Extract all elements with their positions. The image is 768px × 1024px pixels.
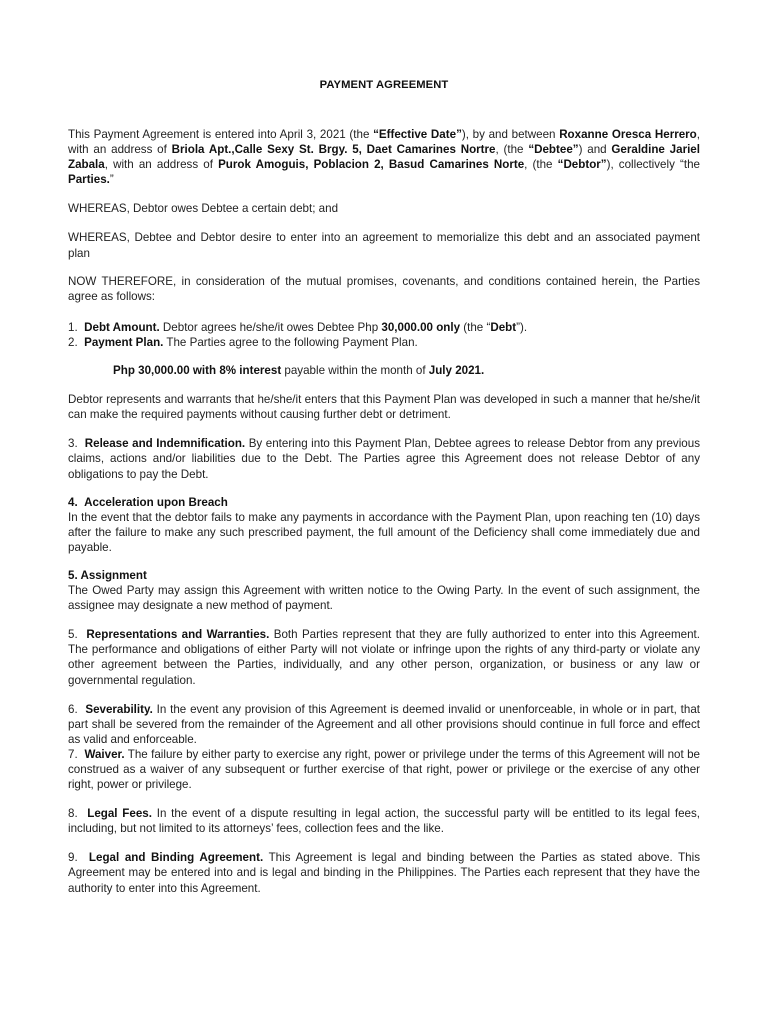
clause-5-assignment: The Owed Party may assign this Agreement with written notice to the Owing Party. In the event of such assignment, the assignee may designate a new method of payment. [68, 584, 700, 613]
now-therefore-clause: NOW THEREFORE, in consideration of the mutual promises, covenants, and conditions contained herein, the Parties agree as follows: [68, 274, 700, 303]
document-body [68, 127, 700, 896]
payment-amount: Php 30,000.00 with 8% interest [113, 364, 282, 378]
payment-text: payable within the month of [281, 364, 429, 378]
intro-text-9: ” [109, 173, 114, 187]
clause-text: In the event of a dispute resulting in legal action, the successful party will be entitled to its legal fees, including, but not limited to its attorneys’ fees, collection fees and the like. [68, 807, 700, 836]
clause-number: 6. [68, 702, 78, 716]
intro-paragraph [68, 127, 700, 187]
intro-text-2: ), by and between [461, 128, 560, 141]
effective-date-term: “Effective Date” [373, 128, 462, 141]
clause-text: (the “ [460, 320, 491, 334]
debtor-name: Geraldine Jariel Zabala [68, 143, 700, 172]
clause-number: 7. [68, 747, 78, 761]
clause-5-representations [68, 627, 700, 687]
debt-term: Debt [490, 320, 517, 334]
clause-number: 3. [68, 437, 78, 451]
clause-9-legal-binding [68, 850, 700, 895]
intro-text-8: ), collectively “the [606, 158, 700, 172]
intro-text-6: , with an address of [104, 158, 219, 172]
whereas-clause-2: WHEREAS, Debtee and Debtor desire to enter into an agreement to memorialize this debt and an associated payment plan [68, 231, 700, 260]
clause-text: Both Parties represent that they are fully authorized to enter into this Agreement. The performance and obligations of either Party will not violate or infringe upon the rights of any third-party or violate any other agreement between the Parties, individually, and any other person, organization, or business or any law or governmental regulation. [68, 628, 700, 687]
clause-5-assignment-heading [68, 568, 700, 583]
clause-2-payment-plan [68, 335, 700, 350]
clause-text: By entering into this Payment Plan, Debtee agrees to release Debtor from any previous claims, actions and/or liabilities due to the Debt. The Parties agree this Agreement does not release Debtor of any obligations to pay the Debt. [68, 437, 700, 481]
representation-paragraph: Debtor represents and warrants that he/she/it enters that this Payment Plan was developed in such a manner that he/she/it can make the required payments without causing further debt or detriment. [68, 393, 700, 422]
clause-text: This Agreement is legal and binding between the Parties as stated above. This Agreement may be entered into and is legal and binding in the Philippines. The Parties each represent that they have the authority to enter into this Agreement. [68, 851, 700, 895]
clause-7-waiver [68, 747, 700, 792]
clause-text: The Parties agree to the following Payment Plan. [163, 335, 418, 349]
clause-8-legal-fees [68, 806, 700, 836]
payment-month: July 2021. [428, 364, 485, 378]
intro-text-3: , with an address of [68, 128, 700, 157]
debt-amount-value: 30,000.00 only [381, 320, 461, 334]
parties-term: Parties. [68, 173, 110, 187]
clause-heading: Waiver. [84, 747, 125, 761]
debtor-term: “Debtor” [557, 158, 607, 172]
debtee-address: Briola Apt.,Calle Sexy St. Brgy. 5, Daet Camarines Nortre [171, 143, 496, 157]
whereas-clause-1: WHEREAS, Debtor owes Debtee a certain debt; and [68, 202, 339, 216]
clause-3-release [68, 436, 700, 481]
clause-4-acceleration: In the event that the debtor fails to make any payments in accordance with the Payment Plan, upon reaching ten (10) days after the failure to make any such prescribed payment, the full amount of the Deficiency shall come immediately due and payable. [68, 510, 700, 554]
intro-text-7: , (the [524, 158, 558, 172]
clause-heading: Legal and Binding Agreement. [88, 851, 264, 865]
clause-heading: Release and Indemnification. [84, 437, 246, 451]
clause-1-debt-amount [68, 320, 700, 335]
clause-heading: Debt Amount. [84, 320, 160, 334]
clause-number: 4. [68, 495, 78, 509]
clause-heading: Representations and Warranties. [86, 628, 270, 642]
clause-text: ”). [516, 320, 528, 334]
intro-text-1: This Payment Agreement is entered into April 3, 2021 (the [68, 128, 374, 141]
clause-number: 2. [68, 335, 78, 349]
debtor-address: Purok Amoguis, Poblacion 2, Basud Camarines Norte [218, 158, 525, 172]
clause-4-heading [68, 495, 700, 510]
debtee-term: “Debtee” [528, 143, 579, 157]
clause-heading: Severability. [85, 702, 153, 716]
clause-number: 8. [68, 807, 78, 821]
payment-plan-terms [68, 363, 700, 378]
clause-text: Debtor agrees he/she/it owes Debtee Php [159, 320, 382, 334]
clause-text: The failure by either party to exercise any right, power or privilege under the terms of this Agreement will not be construed as a waiver of any subsequent or further exercise of that right, power or privilege or the exercise of any other right, power or privilege. [68, 747, 700, 792]
clause-number: 9. [68, 851, 78, 865]
debtee-name: Roxanne Oresca Herrero [559, 128, 697, 141]
clause-heading: 5. Assignment [68, 568, 147, 582]
clause-text: In the event any provision of this Agreement is deemed invalid or unenforceable, in whole or in part, that part shall be severed from the remainder of the Agreement and all other provisions should continue in full force and effect as valid and enforceable. [68, 702, 700, 746]
clause-heading: Legal Fees. [87, 807, 152, 821]
clause-heading: Payment Plan. [84, 335, 164, 349]
intro-text-4: , (the [495, 143, 529, 157]
clause-number: 1. [68, 320, 78, 334]
intro-text-5: ) and [578, 143, 612, 157]
clause-6-severability [68, 702, 700, 747]
document-title: PAYMENT AGREEMENT [319, 79, 449, 91]
clause-number: 5. [68, 628, 78, 642]
clause-heading: Acceleration upon Breach [84, 495, 228, 509]
